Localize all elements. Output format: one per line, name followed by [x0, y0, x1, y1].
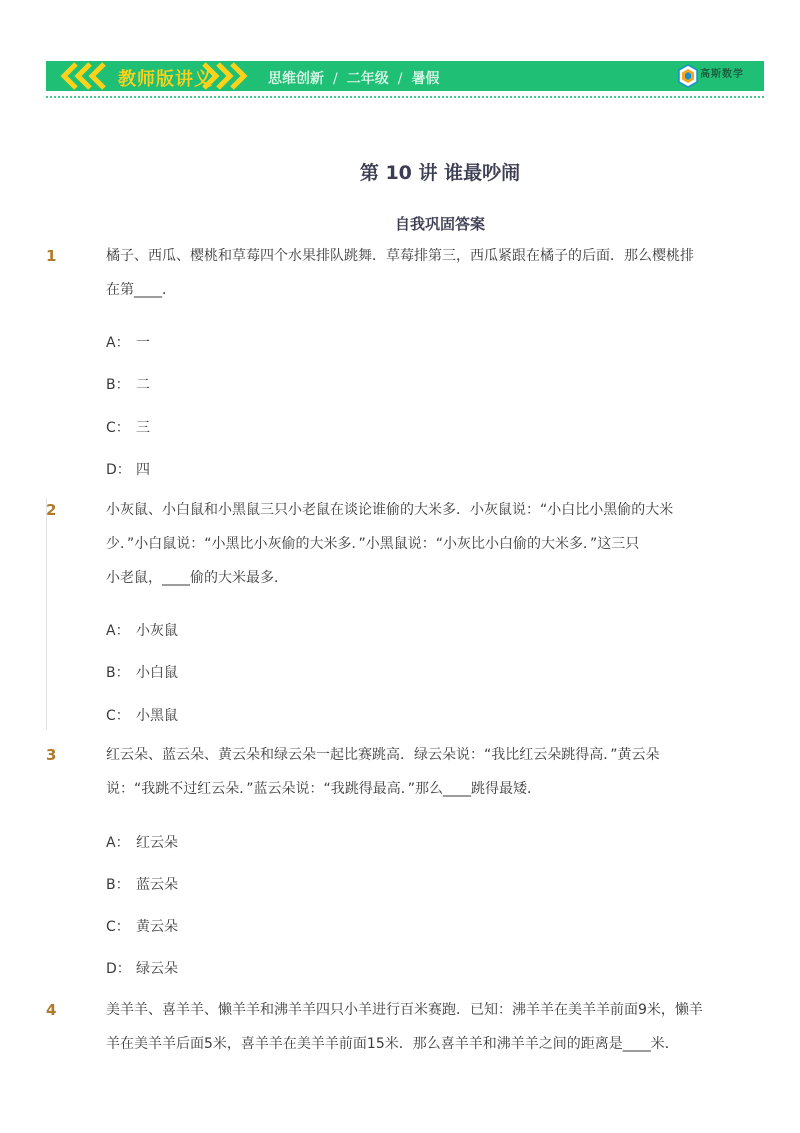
- question-number: 3: [46, 746, 57, 764]
- question-line: 橘子、西瓜、樱桃和草莓四个水果排队跳舞．草莓排第三，西瓜紧跟在橘子的后面．那么樱桃排: [106, 248, 694, 264]
- header-divider: [46, 96, 764, 98]
- double-chevron-left-icon: [54, 61, 114, 91]
- question-line: 在第____．: [106, 282, 176, 298]
- breadcrumb: [268, 68, 439, 88]
- question-line: 少．”小白鼠说：“小黑比小灰偷的大米多．”小黑鼠说：“小灰比小白偷的大米多．”这三只: [106, 536, 640, 552]
- option-a[interactable]: A： 红云朵: [106, 835, 178, 851]
- option-c[interactable]: C： 黄云朵: [106, 919, 178, 935]
- question-number: 1: [46, 247, 57, 265]
- question-line: 羊在美羊羊后面5米，喜羊羊在美羊羊前面15米．那么喜羊羊和沸羊羊之间的距离是____米．: [106, 1036, 679, 1052]
- option-d[interactable]: D： 绿云朵: [106, 961, 178, 977]
- header-bar: [46, 61, 764, 91]
- question-number: 2: [46, 501, 57, 519]
- option-b[interactable]: B： 蓝云朵: [106, 877, 178, 893]
- option-c[interactable]: C： 三: [106, 420, 150, 436]
- question-line: 小老鼠，____偷的大米最多．: [106, 570, 288, 586]
- question-text: [106, 239, 718, 307]
- option-a[interactable]: A： 一: [106, 335, 150, 351]
- question-text: [106, 993, 718, 1061]
- logo-text: 高斯数学: [700, 69, 744, 80]
- header-title: 教师版讲义: [118, 69, 213, 90]
- breadcrumb-item: 思维创新: [268, 71, 324, 87]
- question-line: 说：“我跳不过红云朵．”蓝云朵说：“我跳得最高．”那么____跳得最矮．: [106, 781, 542, 797]
- question-text: [106, 738, 718, 806]
- double-chevron-right-icon: [194, 61, 254, 91]
- question-line: 红云朵、蓝云朵、黄云朵和绿云朵一起比赛跳高．绿云朵说：“我比红云朵跳得高．”黄云朵: [106, 747, 660, 763]
- option-b[interactable]: B： 二: [106, 377, 150, 393]
- page-title: 第 10 讲 谁最吵闹: [359, 162, 521, 184]
- question-number: 4: [46, 1001, 57, 1019]
- breadcrumb-separator: /: [397, 71, 403, 87]
- option-d[interactable]: D： 四: [106, 462, 150, 478]
- page-subtitle: 自我巩固答案: [394, 215, 485, 233]
- breadcrumb-item: 二年级: [346, 71, 389, 87]
- breadcrumb-item: 暑假: [411, 71, 440, 87]
- margin-line: [46, 498, 47, 730]
- option-c[interactable]: C： 小黑鼠: [106, 708, 178, 724]
- question-line: 美羊羊、喜羊羊、懒羊羊和沸羊羊四只小羊进行百米赛跑．已知：沸羊羊在美羊羊前面9米，懒羊: [106, 1002, 703, 1018]
- question-text: [106, 493, 718, 595]
- question-line: 小灰鼠、小白鼠和小黑鼠三只小老鼠在谈论谁偷的大米多．小灰鼠说：“小白比小黑偷的大米: [106, 502, 674, 518]
- logo-icon: [676, 64, 700, 88]
- option-b[interactable]: B： 小白鼠: [106, 665, 178, 681]
- breadcrumb-separator: /: [333, 71, 338, 87]
- option-a[interactable]: A： 小灰鼠: [106, 623, 178, 639]
